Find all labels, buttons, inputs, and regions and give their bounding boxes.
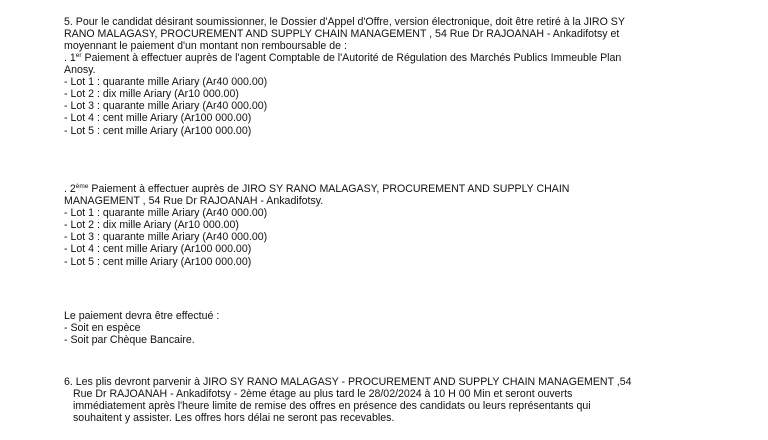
payment-2-heading — [64, 183, 744, 195]
payment-2-line1: Paiement à effectuer auprès de JIRO SY RANO MALAGASY, PROCUREMENT AND SUPPLY CHAIN — [88, 183, 570, 195]
payment-1 — [64, 52, 744, 137]
payment-1-heading — [64, 52, 744, 64]
payment-2-sup: ème — [75, 183, 89, 190]
section-5-intro — [64, 16, 744, 52]
section-6-line: immédiatement après l'heure limite de remise des offres en présence des candidats ou leurs représentants qui — [73, 400, 591, 413]
intro-line: 5. Pour le candidat désirant soumissionner, le Dossier d'Appel d'Offre, version électronique, doit être retiré à la JIRO SY — [64, 16, 625, 28]
section-6 — [64, 376, 744, 424]
payment-2 — [64, 183, 744, 268]
payment-2-line2: MANAGEMENT , 54 Rue Dr RAJOANAH - Ankadifotsy. — [64, 195, 324, 208]
lot-item: - Lot 2 : dix mille Ariary (Ar10 000.00) — [64, 88, 239, 101]
intro-line: RANO MALAGASY, PROCUREMENT AND SUPPLY CHAIN MANAGEMENT , 54 Rue Dr RAJOANAH - Ankadifotsy et — [64, 28, 620, 41]
payment-1-sup: er — [75, 52, 82, 59]
lot-item: - Lot 3 : quarante mille Ariary (Ar40 000.00) — [64, 231, 268, 244]
lot-item: - Lot 4 : cent mille Ariary (Ar100 000.00) — [64, 243, 252, 256]
payment-1-line1: Paiement à effectuer auprès de l'agent Comptable de l'Autorité de Régulation des Marchés Publics Immeuble Plan — [81, 52, 622, 64]
payment-mode-title: Le paiement devra être effectué : — [64, 310, 220, 322]
section-6-line: souhaitent y assister. Les offres hors délai ne seront pas recevables. — [73, 412, 395, 425]
lot-item: - Lot 5 : cent mille Ariary (Ar100 000.00) — [64, 255, 252, 268]
section-6-line: Rue Dr RAJOANAH - Ankadifotsy - 2ème étage au plus tard le 28/02/2024 à 10 H 00 Min et seront ouverts — [73, 388, 573, 401]
payment-option: - Soit en espèce — [64, 322, 141, 335]
lot-item: - Lot 4 : cent mille Ariary (Ar100 000.00) — [64, 112, 252, 125]
lot-item: - Lot 2 : dix mille Ariary (Ar10 000.00) — [64, 219, 239, 232]
lot-item: - Lot 5 : cent mille Ariary (Ar100 000.00) — [64, 124, 252, 137]
payment-option: - Soit par Chèque Bancaire. — [64, 334, 195, 347]
lot-item: - Lot 1 : quarante mille Ariary (Ar40 000.00) — [64, 76, 268, 89]
lot-item: - Lot 3 : quarante mille Ariary (Ar40 000.00) — [64, 100, 268, 113]
intro-line: moyennant le paiement d'un montant non remboursable de : — [64, 40, 347, 53]
section-6-line: 6. Les plis devront parvenir à JIRO SY RANO MALAGASY - PROCUREMENT AND SUPPLY CHAIN MANAGEMENT ,54 — [64, 376, 632, 388]
lot-item: - Lot 1 : quarante mille Ariary (Ar40 000.00) — [64, 207, 268, 220]
payment-2-prefix: . 2 — [64, 183, 76, 195]
payment-mode — [64, 310, 744, 346]
payment-1-line2: Anosy. — [64, 64, 96, 77]
payment-1-prefix: . 1 — [64, 52, 76, 64]
